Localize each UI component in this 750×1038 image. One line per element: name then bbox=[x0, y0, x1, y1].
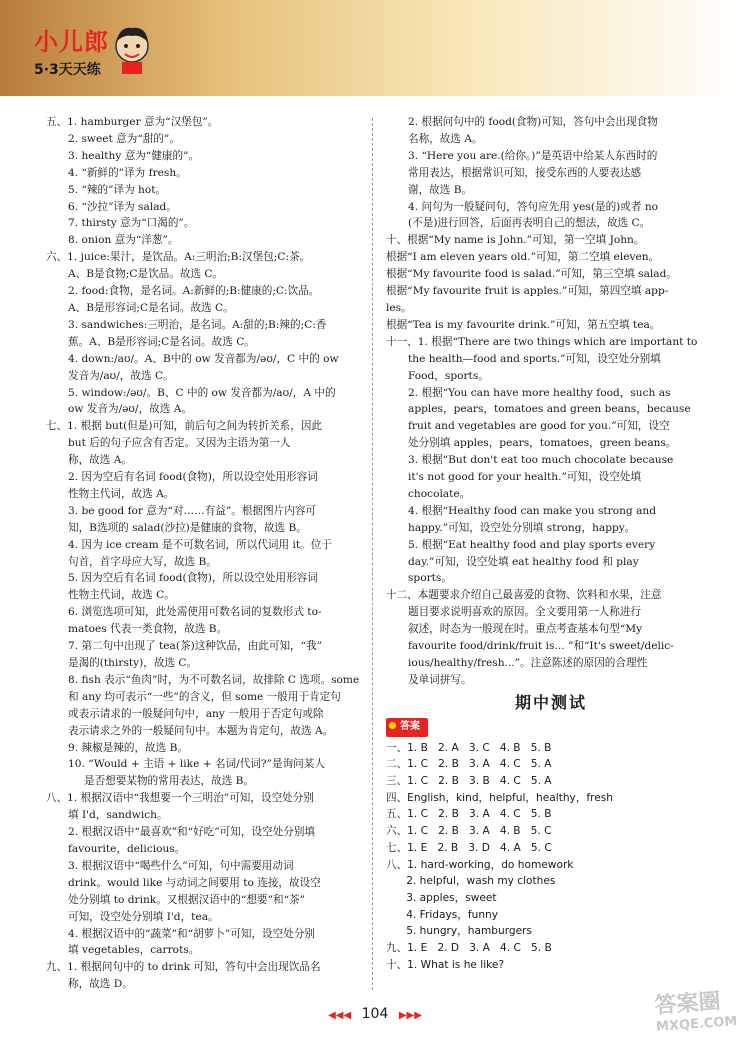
text-line: 六、1. juice:果汁，是饮品。A:三明治;B:汉堡包;C:茶。 bbox=[46, 251, 311, 264]
watermark bbox=[653, 983, 737, 1035]
text-line: drink。would like 与动词之间要用 to 连接，故设空 bbox=[68, 876, 321, 889]
answer-line: 一、1. B 2. A 3. C 4. B 5. B bbox=[386, 741, 552, 754]
text-line: 称，故选 D。 bbox=[68, 978, 133, 991]
text-line: 称，故选 A。 bbox=[68, 454, 132, 467]
watermark-main: 答案圈 bbox=[653, 989, 722, 1019]
text-line: 10. “Would + 主语 + like + 名词/代词?”是询问某人 bbox=[68, 758, 325, 771]
text-line: ious/healthy/fresh...”。注意陈述的原因的合理性 bbox=[408, 657, 648, 669]
text-line: 五、1. hamburger 意为“汉堡包”。 bbox=[46, 116, 219, 128]
text-line: 5. 根据“Eat healthy food and play sports every bbox=[408, 538, 656, 551]
text-line: (不是)进行回答，后面再表明自己的想法，故选 C。 bbox=[408, 217, 651, 230]
text-line: 名称，故选 A。 bbox=[408, 132, 483, 145]
answer-line: 5. hungry，hamburgers bbox=[386, 925, 533, 938]
text-line: 3. healthy 意为“健康的”。 bbox=[68, 149, 200, 162]
text-line: 6. 浏览选项可知，此处需使用可数名词的复数形式 to- bbox=[68, 606, 322, 619]
text-line: 根据“My favourite food is salad.”可知，第三空填 salad。 bbox=[386, 268, 677, 281]
text-line: 2. 根据问句中的 food(食物)可知，答句中会出现食物 bbox=[408, 116, 658, 128]
text-line: 性物主代词，故选 A。 bbox=[68, 487, 175, 500]
text-line: 8. onion 意为“洋葱”。 bbox=[68, 234, 179, 247]
text-line: 是渴的(thirsty)，故选 C。 bbox=[68, 657, 198, 669]
right-answers bbox=[386, 114, 716, 689]
left-column bbox=[46, 114, 360, 993]
text-line: 叙述，时态为一般现在时。重点考查基本句型“My bbox=[408, 623, 643, 636]
text-line: 性物主代词，故选 C。 bbox=[68, 589, 175, 602]
text-line: 和 any 均可表示“一些”的含义，但 some 一般用于肯定句 bbox=[68, 690, 341, 703]
text-line: 知，B选项的 salad(沙拉)是健康的食物，故选 B。 bbox=[68, 521, 307, 534]
text-line: 发音为/aʊ/，故选 C。 bbox=[68, 369, 174, 382]
text-line: matoes 代表一类食物，故选 B。 bbox=[68, 623, 228, 636]
text-line: ow 发音为/əʊ/，故选 A。 bbox=[68, 403, 192, 416]
prev-arrows-icon: ◀◀◀ bbox=[328, 1010, 352, 1021]
answer-line: 二、1. C 2. B 3. A 4. C 5. A bbox=[386, 758, 552, 771]
text-line: 句首，首字母应大写，故选 B。 bbox=[68, 555, 217, 568]
text-line: favourite food/drink/fruit is... ”和“It's sweet/delic- bbox=[408, 640, 674, 653]
text-line: 3. “Here you are.(给你。)”是英语中给某人东西时的 bbox=[408, 149, 658, 162]
mascot-icon bbox=[110, 24, 154, 76]
text-line: 常用表达，根据常识可知，接受东西的人要表达感 bbox=[408, 166, 642, 179]
text-line: A、B是食物;C是饮品。故选 C。 bbox=[68, 268, 224, 281]
answer-line: 四、English，kind，helpful，healthy，fresh bbox=[386, 791, 614, 804]
text-line: 根据“My favourite fruit is apples.”可知，第四空填 app- bbox=[386, 285, 669, 298]
right-column bbox=[386, 114, 716, 973]
text-line: 处分别填 to drink。又根据汉语中的“想要”和“茶” bbox=[68, 893, 306, 906]
text-line: favourite，delicious。 bbox=[68, 842, 186, 855]
text-line: 4. 根据汉语中的“蔬菜”和“胡萝卜”可知，设空处分别 bbox=[68, 927, 316, 940]
answer-line: 十、1. What is he like? bbox=[386, 958, 505, 971]
page-number: 104 bbox=[361, 1006, 389, 1022]
text-line: it's not good for your health.”可知，设空处填 bbox=[408, 471, 642, 484]
text-line: A、B是形容词;C是名词。故选 C。 bbox=[68, 301, 234, 314]
text-line: 表示请求之外的一般疑问句中。本题为肯定句，故选 A。 bbox=[68, 724, 334, 737]
text-line: 谢，故选 B。 bbox=[408, 183, 473, 196]
text-line: 5. 因为空后有名词 food(食物)，所以设空处用形容词 bbox=[68, 572, 318, 585]
answer-line: 3. apples，sweet bbox=[386, 891, 497, 904]
text-line: chocolate。 bbox=[408, 487, 471, 500]
text-line: 2. 因为空后有名词 food(食物)，所以设空处用形容词 bbox=[68, 471, 318, 484]
text-line: 2. 根据“You can have more healthy food，such as bbox=[408, 386, 671, 399]
text-line: 4. down:/aʊ/。A、B中的 ow 发音都为/əʊ/，C 中的 ow bbox=[68, 352, 339, 365]
text-line: 九、1. 根据问句中的 to drink 可知，答句中会出现饮品名 bbox=[46, 961, 321, 974]
answer-line: 三、1. C 2. B 3. B 4. C 5. A bbox=[386, 775, 552, 788]
text-line: 根据“Tea is my favourite drink.”可知，第五空填 tea。 bbox=[386, 318, 661, 331]
text-line: 2. food:食物，是名词。A:新鲜的;B:健康的;C:饮品。 bbox=[68, 285, 320, 298]
text-line: 6. “沙拉”译为 salad。 bbox=[68, 200, 177, 213]
text-line: 3. be good for 意为“对……有益”。根据图片内容可 bbox=[68, 504, 317, 517]
text-line: les。 bbox=[386, 301, 412, 314]
text-line: 或表示请求的一般疑问句中，any 一般用于否定句或除 bbox=[68, 707, 324, 720]
answer-line: 五、1. C 2. B 3. A 4. C 5. B bbox=[386, 808, 552, 821]
series-name: 5·3天天练 bbox=[34, 62, 101, 78]
text-line: 蕉。A、B是形容词;C是名词。故选 C。 bbox=[68, 335, 255, 348]
next-arrows-icon: ▶▶▶ bbox=[398, 1010, 422, 1021]
page-footer bbox=[0, 1006, 750, 1022]
text-line: 8. fish 表示“鱼肉”时，为不可数名词，故排除 C 选项。some bbox=[68, 673, 360, 686]
answer-line: 七、1. E 2. B 3. D 4. A 5. C bbox=[386, 841, 552, 854]
text-line: 4. 问句为一般疑问句，答句应先用 yes(是的)或者 no bbox=[408, 200, 659, 213]
brand-logo bbox=[34, 22, 109, 79]
text-line: 是否想要某物的常用表达，故选 B。 bbox=[84, 775, 255, 788]
text-line: 3. 根据“But don't eat too much chocolate because bbox=[408, 454, 674, 467]
text-line: 及单词拼写。 bbox=[408, 673, 472, 686]
text-line: 填 vegetables，carrots。 bbox=[68, 944, 200, 957]
text-line: 七、1. 根据 but(但是)可知，前后句之间为转折关系，因此 bbox=[46, 420, 323, 433]
text-line: 八、1. 根据汉语中“我想要一个三明治”可知，设空处分别 bbox=[46, 792, 314, 805]
midterm-title: 期中测试 bbox=[514, 692, 587, 712]
column-divider bbox=[372, 118, 373, 990]
text-line: 2. sweet 意为“甜的”。 bbox=[68, 132, 180, 145]
text-line: 十二、本题要求介绍自己最喜爱的食物、饮料和水果，注意 bbox=[386, 589, 662, 602]
brand-name: 小儿郎 bbox=[34, 28, 109, 56]
text-line: 4. “新鲜的”译为 fresh。 bbox=[68, 166, 187, 179]
text-line: 题目要求说明喜欢的原因。全文要用第一人称进行 bbox=[408, 606, 642, 619]
text-line: apples，pears，tomatoes and green beans，because bbox=[408, 403, 691, 416]
text-line: 9. 辣椒是辣的，故选 B。 bbox=[68, 741, 188, 754]
answer-line: 六、1. C 2. B 3. A 4. B 5. C bbox=[386, 825, 552, 838]
text-line: happy.”可知，设空处分别填 strong，happy。 bbox=[408, 521, 636, 534]
text-line: the health—food and sports.”可知，设空处分别填 bbox=[408, 352, 661, 365]
text-line: 2. 根据汉语中“最喜欢”和“好吃”可知，设空处分别填 bbox=[68, 826, 316, 839]
text-line: Food，sports。 bbox=[408, 369, 489, 382]
text-line: 5. “辣的”译为 hot。 bbox=[68, 183, 167, 196]
text-line: 十、根据“My name is John.”可知，第一空填 John。 bbox=[386, 234, 645, 247]
text-line: 可知，设空处分别填 I'd，tea。 bbox=[68, 910, 219, 923]
answer-line: 2. helpful，wash my clothes bbox=[386, 875, 556, 888]
page-header bbox=[0, 0, 750, 96]
text-line: 3. sandwiches:三明治，是名词。A:甜的;B:辣的;C:香 bbox=[68, 318, 327, 331]
text-line: fruit and vegetables are good for you.”可知，设空 bbox=[408, 420, 670, 433]
text-line: 十一、1. 根据“There are two things which are important to bbox=[386, 335, 698, 348]
text-line: day.”可知，设空处填 eat healthy food 和 play bbox=[408, 555, 639, 568]
text-line: 根据“I am eleven years old.”可知，第二空填 eleven。 bbox=[386, 251, 660, 264]
text-line: but 后的句子应含有否定。又因为主语为第一人 bbox=[68, 437, 291, 450]
midterm-answers bbox=[386, 740, 716, 974]
text-line: 7. 第二句中出现了 tea(茶)这种饮品，由此可知，“我” bbox=[68, 640, 323, 653]
text-line: 3. 根据汉语中“喝些什么”可知，句中需要用动词 bbox=[68, 859, 294, 872]
text-line: 4. 因为 ice cream 是不可数名词，所以代词用 it。位于 bbox=[68, 538, 332, 551]
text-line: 4. 根据“Healthy food can make you strong and bbox=[408, 504, 656, 517]
answer-badge: 答案 bbox=[386, 718, 428, 737]
answer-line: 九、1. E 2. D 3. A 4. C 5. B bbox=[386, 942, 552, 955]
watermark-sub: MXQE.COM bbox=[655, 1014, 738, 1035]
text-line: 填 I'd，sandwich。 bbox=[68, 809, 168, 822]
text-line: 7. thirsty 意为“口渴的”。 bbox=[68, 217, 195, 230]
text-line: sports。 bbox=[408, 572, 452, 585]
text-line: 5. window:/əʊ/。B、C 中的 ow 发音都为/aʊ/，A 中的 bbox=[68, 386, 336, 399]
text-line: 处分别填 apples，pears，tomatoes，green beans。 bbox=[408, 437, 677, 450]
answer-line: 4. Fridays，funny bbox=[386, 908, 499, 921]
answer-line: 八、1. hard-working，do homework bbox=[386, 858, 574, 871]
